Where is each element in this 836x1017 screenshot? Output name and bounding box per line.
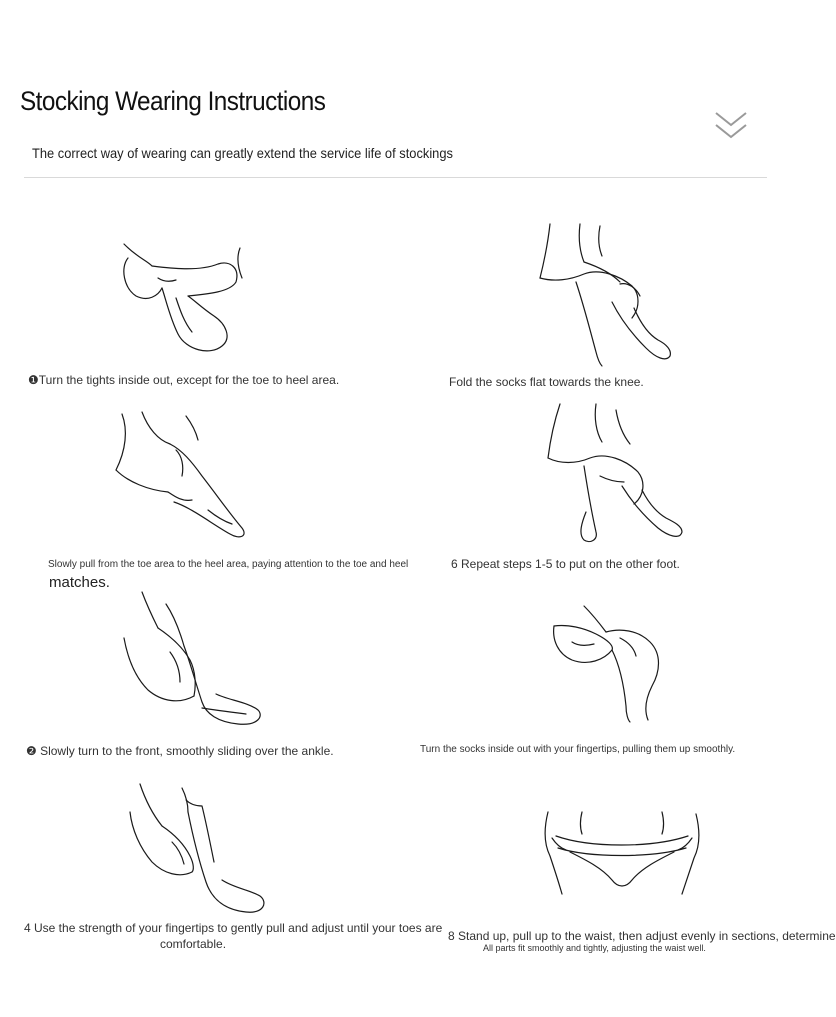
step2-caption-line2: matches. [49,574,110,591]
double-chevron-down-icon[interactable] [712,109,750,143]
step5-illustration [536,222,676,367]
step3-illustration [118,590,268,730]
step2-caption-line1: Slowly pull from the toe area to the heel area, paying attention to the toe and heel [48,559,409,570]
step7-illustration [548,602,673,722]
step7-caption: Turn the socks inside out with your fingertips, pulling them up smoothly. [420,744,736,755]
step1-caption: ❶Turn the tights inside out, except for the toe to heel area. [28,373,340,387]
step4-caption-line2: comfortable. [160,937,227,951]
step2-illustration [112,410,252,540]
step8-caption-line2: All parts fit smoothly and tightly, adjusting the waist well. [483,943,706,953]
step3-caption: ❷ Slowly turn to the front, smoothly sliding over the ankle. [26,744,334,758]
step5-caption: Fold the socks flat towards the knee. [449,375,644,389]
step6-caption: 6 Repeat steps 1-5 to put on the other foot. [451,557,680,571]
page-subtitle: The correct way of wearing can greatly extend the service life of stockings [32,145,453,161]
header-divider [24,177,767,178]
page-title: Stocking Wearing Instructions [20,86,326,116]
step4-illustration [126,782,271,922]
step8-caption-line1: 8 Stand up, pull up to the waist, then adjust evenly in sections, determine [448,929,836,943]
step6-illustration [540,402,685,547]
step4-caption-line1: 4 Use the strength of your fingertips to gently pull and adjust until your toes are [24,921,443,935]
step8-illustration [540,808,705,898]
step1-illustration [118,238,248,358]
